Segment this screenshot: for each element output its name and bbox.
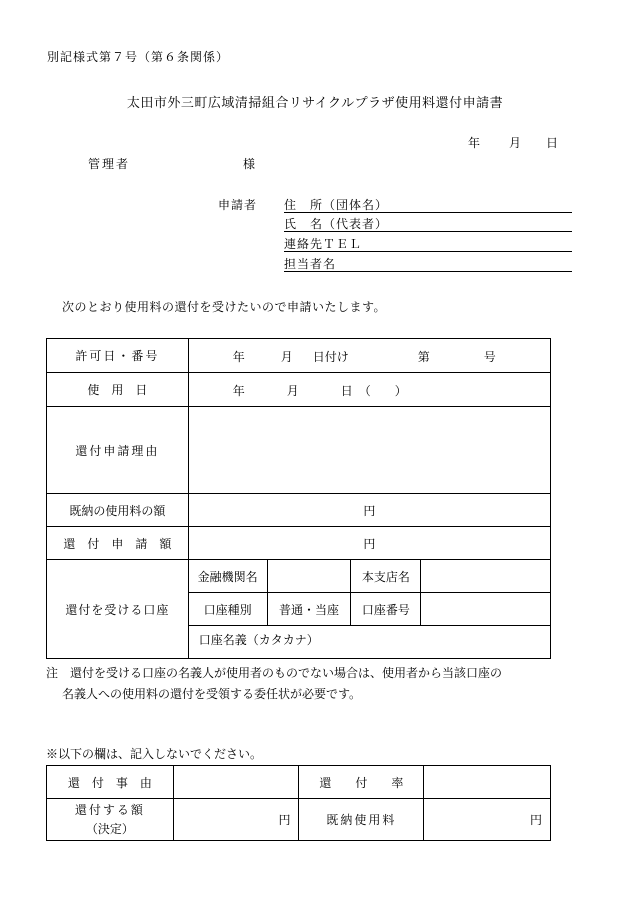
refund-amount-field: 円: [173, 799, 299, 841]
account-number-field[interactable]: [421, 593, 551, 626]
application-table: [46, 338, 551, 659]
applicant-person-label: 担当者名: [284, 257, 337, 271]
paid-fee-label: 既納使用料: [299, 799, 424, 841]
applicant-contact-label: 連絡先ＴＥＬ: [284, 237, 363, 251]
refund-amount-label: 還付する額 （決定）: [47, 799, 174, 841]
paid-fee-field: 円: [424, 799, 551, 841]
refund-rate-label: 還 付 率: [299, 766, 424, 799]
account-holder-field[interactable]: [188, 626, 550, 659]
date-day[interactable]: 日: [546, 136, 559, 150]
office-use-heading: ※以下の欄は、記入しないでください。: [46, 747, 263, 761]
date-year[interactable]: 年: [468, 136, 481, 150]
note-line-1: 注 還付を受ける口座の名義人が使用者のものでない場合は、使用者から当該口座の: [46, 666, 503, 680]
account-type-field[interactable]: 普通・当座: [267, 593, 351, 626]
bank-name-field[interactable]: [267, 560, 351, 593]
bank-name-label: 金融機関名: [188, 560, 267, 593]
branch-label: 本支店名: [351, 560, 421, 593]
reason-field[interactable]: [188, 407, 550, 494]
refund-reason-label: 還 付 事 由: [47, 766, 174, 799]
applicant-address-label: 住 所（団体名）: [284, 198, 389, 212]
form-title: 太田市外三町広域清掃組合リサイクルプラザ使用料還付申請書: [126, 96, 504, 111]
applicant-contact-field[interactable]: [284, 235, 572, 252]
recipient-manager: 管理者: [88, 157, 131, 171]
account-holder-label: 口座名義（カタカナ）: [198, 633, 319, 647]
account-number-label: 口座番号: [351, 593, 421, 626]
refund-rate-field: [424, 766, 551, 799]
branch-field[interactable]: [421, 560, 551, 593]
use-date-field[interactable]: 年 月 日 （ ）: [188, 373, 550, 407]
reason-label: 還付申請理由: [47, 407, 189, 494]
request-amount-label: 還 付 申 請 額: [47, 527, 189, 560]
use-date-label: 使 用 日: [47, 373, 189, 407]
permit-label: 許可日・番号: [47, 339, 189, 373]
form-number-label: 別記様式第７号（第６条関係）: [47, 50, 230, 64]
permit-field[interactable]: 年 月 日付け 第 号: [188, 339, 550, 373]
refund-reason-field: [173, 766, 299, 799]
request-amount-field[interactable]: 円: [188, 527, 550, 560]
applicant-name-label: 氏 名（代表者）: [284, 217, 389, 231]
paid-amount-label: 既納の使用料の額: [47, 494, 189, 527]
applicant-label: 申請者: [218, 198, 258, 212]
recipient-honorific: 様: [243, 157, 256, 171]
date-month[interactable]: 月: [509, 136, 522, 150]
paid-amount-field[interactable]: 円: [188, 494, 550, 527]
note-line-2: 名義人への使用料の還付を受領する委任状が必要です。: [62, 687, 362, 701]
applicant-person-field[interactable]: [284, 255, 572, 272]
account-label: 還付を受ける口座: [47, 560, 189, 659]
applicant-address-field[interactable]: [284, 196, 572, 213]
applicant-name-field[interactable]: [284, 215, 572, 232]
office-use-table: [46, 765, 551, 841]
account-type-label: 口座種別: [188, 593, 267, 626]
intro-text: 次のとおり使用料の還付を受けたいので申請いたします。: [62, 300, 387, 314]
